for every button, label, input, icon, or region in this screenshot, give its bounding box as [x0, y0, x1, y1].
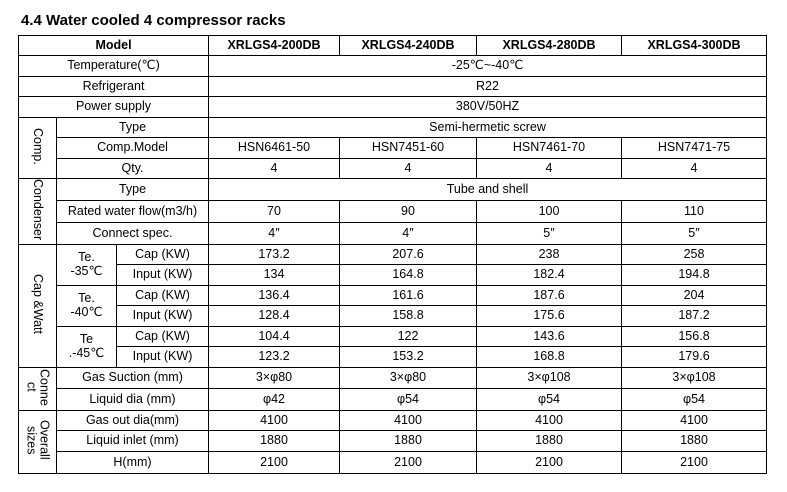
cell-value: HSN7451-60 — [340, 138, 477, 159]
cell-value: 182.4 — [477, 264, 622, 285]
cell-value: φ54 — [340, 388, 477, 410]
cell-value: 122 — [340, 326, 477, 346]
cell-value: 4100 — [622, 410, 767, 430]
cap-row — [19, 244, 767, 264]
cell-value: 3×φ80 — [209, 367, 340, 388]
cell-value: 70 — [209, 200, 340, 222]
cell-value: 4″ — [340, 222, 477, 244]
cell-value: 238 — [477, 244, 622, 264]
cell-value: HSN6461-50 — [209, 138, 340, 159]
cell-value: 100 — [477, 200, 622, 222]
cell-value: 90 — [340, 200, 477, 222]
model-name: XRLGS4-240DB — [340, 36, 477, 56]
power-row — [19, 97, 767, 118]
row-label: Input (KW) — [117, 264, 209, 285]
connect-group-label: Conne ct — [19, 367, 57, 410]
cell-value: 4100 — [209, 410, 340, 430]
row-label: Liquid inlet (mm) — [57, 430, 209, 451]
cell-value: 153.2 — [340, 346, 477, 367]
cell-value: Tube and shell — [209, 179, 767, 201]
row-label: Cap (KW) — [117, 285, 209, 305]
row-label: Liquid dia (mm) — [57, 388, 209, 410]
cell-value: -25℃~-40℃ — [209, 56, 767, 77]
refrigerant-row — [19, 77, 767, 97]
cell-value: 123.2 — [209, 346, 340, 367]
te-label: Te. -40℃ — [57, 285, 117, 326]
input-row — [19, 264, 767, 285]
cell-value: HSN7461-70 — [477, 138, 622, 159]
liquid-inlet-row — [19, 430, 767, 451]
model-label: Model — [19, 36, 209, 56]
cell-value: 168.8 — [477, 346, 622, 367]
row-label: Gas Suction (mm) — [57, 367, 209, 388]
cell-value: 104.4 — [209, 326, 340, 346]
model-name: XRLGS4-200DB — [209, 36, 340, 56]
cell-value: 1880 — [622, 430, 767, 451]
cell-value: φ54 — [477, 388, 622, 410]
cap-row — [19, 326, 767, 346]
cell-value: 3×φ108 — [477, 367, 622, 388]
row-label: Temperature(℃) — [19, 56, 209, 77]
gas-out-row — [19, 410, 767, 430]
sizes-group-label: Overall sizes — [19, 410, 57, 473]
comp-model-row — [19, 138, 767, 159]
cell-value: 161.6 — [340, 285, 477, 305]
cell-value: HSN7471-75 — [622, 138, 767, 159]
page-title: 4.4 Water cooled 4 compressor racks — [21, 12, 286, 29]
cell-value: 2100 — [622, 451, 767, 473]
cell-value: φ54 — [622, 388, 767, 410]
model-name: XRLGS4-280DB — [477, 36, 622, 56]
cell-value: 1880 — [340, 430, 477, 451]
cell-value: 194.8 — [622, 264, 767, 285]
cell-value: 2100 — [340, 451, 477, 473]
cell-value: 134 — [209, 264, 340, 285]
cell-value: 3×φ80 — [340, 367, 477, 388]
cell-value: 173.2 — [209, 244, 340, 264]
cell-value: 187.2 — [622, 305, 767, 326]
comp-qty-row — [19, 159, 767, 179]
liquid-dia-row — [19, 388, 767, 410]
cell-value: 4100 — [340, 410, 477, 430]
cell-value: 175.6 — [477, 305, 622, 326]
row-label: Type — [57, 179, 209, 201]
cell-value: 5″ — [622, 222, 767, 244]
cell-value: 187.6 — [477, 285, 622, 305]
cell-value: 136.4 — [209, 285, 340, 305]
row-label: Qty. — [57, 159, 209, 179]
row-label: Rated water flow(m3/h) — [57, 200, 209, 222]
cell-value: 156.8 — [622, 326, 767, 346]
comp-group-label: Comp. — [19, 118, 57, 179]
cell-value: 258 — [622, 244, 767, 264]
input-row — [19, 346, 767, 367]
cell-value: 4 — [340, 159, 477, 179]
cell-value: 4 — [622, 159, 767, 179]
row-label: Type — [57, 118, 209, 138]
cell-value: 5″ — [477, 222, 622, 244]
te-label: Te. -35℃ — [57, 244, 117, 285]
cell-value: 1880 — [209, 430, 340, 451]
cell-value: 380V/50HZ — [209, 97, 767, 118]
cell-value: 110 — [622, 200, 767, 222]
connect-spec-row — [19, 222, 767, 244]
spec-table — [18, 35, 767, 474]
cell-value: 179.6 — [622, 346, 767, 367]
header-row — [19, 36, 767, 56]
capacity-group-label: Cap &Watt — [19, 244, 57, 367]
cell-value: 143.6 — [477, 326, 622, 346]
row-label: Comp.Model — [57, 138, 209, 159]
cell-value: 207.6 — [340, 244, 477, 264]
te-label: Te .-45℃ — [57, 326, 117, 367]
cell-value: R22 — [209, 77, 767, 97]
cell-value: φ42 — [209, 388, 340, 410]
height-row — [19, 451, 767, 473]
row-label: Connect spec. — [57, 222, 209, 244]
water-flow-row — [19, 200, 767, 222]
cell-value: 3×φ108 — [622, 367, 767, 388]
condenser-type-row — [19, 179, 767, 201]
row-label: Cap (KW) — [117, 326, 209, 346]
temperature-row — [19, 56, 767, 77]
row-label: Power supply — [19, 97, 209, 118]
cell-value: 4 — [477, 159, 622, 179]
row-label: Gas out dia(mm) — [57, 410, 209, 430]
cell-value: 4 — [209, 159, 340, 179]
cell-value: 4100 — [477, 410, 622, 430]
model-name: XRLGS4-300DB — [622, 36, 767, 56]
row-label: Cap (KW) — [117, 244, 209, 264]
cell-value: 164.8 — [340, 264, 477, 285]
cell-value: 1880 — [477, 430, 622, 451]
cell-value: 2100 — [209, 451, 340, 473]
cell-value: 158.8 — [340, 305, 477, 326]
row-label: Input (KW) — [117, 305, 209, 326]
cell-value: 4″ — [209, 222, 340, 244]
row-label: H(mm) — [57, 451, 209, 473]
row-label: Input (KW) — [117, 346, 209, 367]
cap-row — [19, 285, 767, 305]
cell-value: 2100 — [477, 451, 622, 473]
cell-value: 204 — [622, 285, 767, 305]
condenser-group-label: Condenser — [19, 179, 57, 245]
comp-type-row — [19, 118, 767, 138]
row-label: Refrigerant — [19, 77, 209, 97]
cell-value: Semi-hermetic screw — [209, 118, 767, 138]
gas-suction-row — [19, 367, 767, 388]
cell-value: 128.4 — [209, 305, 340, 326]
input-row — [19, 305, 767, 326]
